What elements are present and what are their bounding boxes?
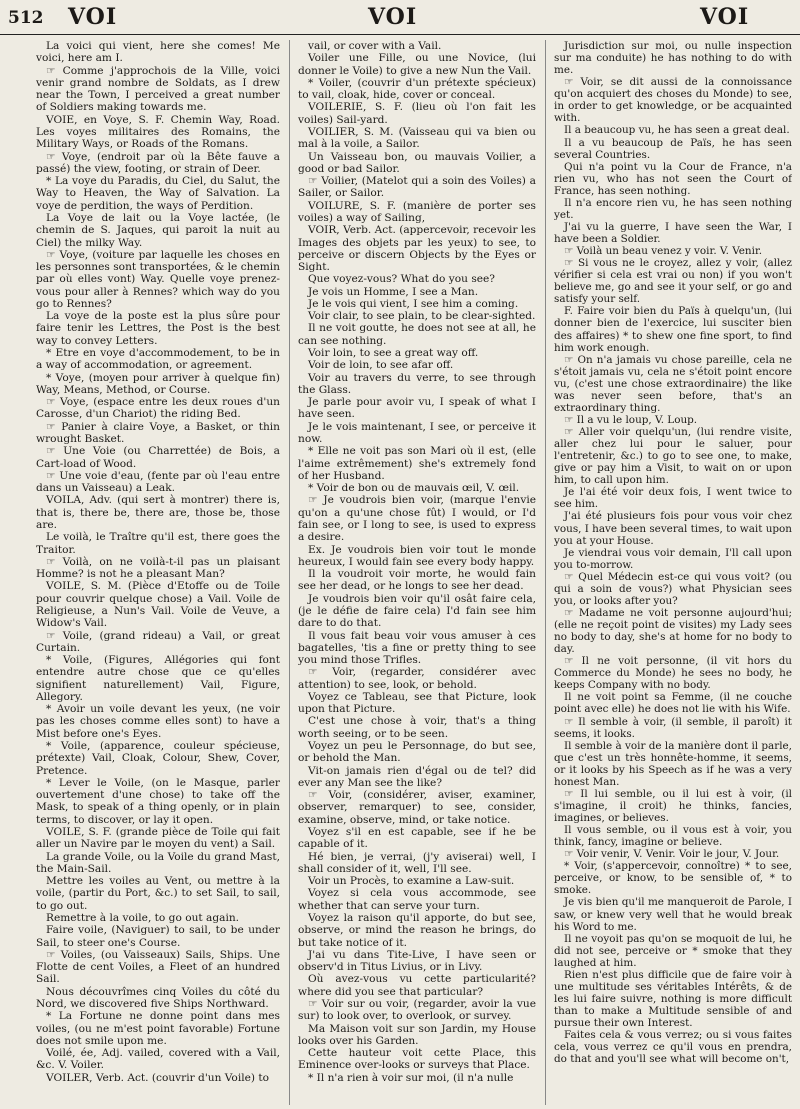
dictionary-entry: ☞ Il lui semble, ou il lui est à voir, (il s'imagine, il croit) he thinks, fancies, imagines, or believes. bbox=[554, 787, 792, 824]
dictionary-entry: La voici qui vient, here she comes! Me voici, here am I. bbox=[36, 40, 280, 65]
dictionary-entry: Nous découvrîmes cinq Voiles du côté du Nord, we discovered five Ships Northward. bbox=[36, 985, 280, 1010]
dictionary-entry: Ma Maison voit sur son Jardin, my House looks over his Garden. bbox=[298, 1022, 536, 1047]
dictionary-entry: ☞ Voilà un beau venez y voir. V. Venir. bbox=[564, 245, 763, 258]
dictionary-entry: Remettre à la voile, to go out again. bbox=[46, 911, 240, 924]
dictionary-entry: Voir loin, to see a great way off. bbox=[308, 347, 479, 360]
dictionary-entry: Je le vois maintenant, I see, or perceive it now. bbox=[298, 420, 536, 445]
dictionary-entry: ☞ Une Voie (ou Charrettée) de Bois, a Cart-load of Wood. bbox=[36, 445, 280, 470]
dictionary-entry: Mettre les voiles au Vent, ou mettre à la voile, (partir du Port, &c.) to set Sail, to sail, to go out. bbox=[36, 875, 280, 912]
running-headword-left: VOI bbox=[68, 4, 118, 30]
dictionary-entry: VOILE, S. F. (grande pièce de Toile qui fait aller un Navire par le moyen du vent) a Sail. bbox=[36, 826, 280, 851]
dictionary-entry: La Voye de lait ou la Voye lactée, (le chemin de S. Jaques, qui paroit la nuit au Ciel) the milky Way. bbox=[36, 211, 280, 249]
dictionary-entry: Je parle pour avoir vu, I speak of what I have seen. bbox=[298, 396, 536, 421]
dictionary-entry: Voyez si cela vous accommode, see whether that can serve your turn. bbox=[298, 887, 536, 912]
dictionary-entry: ☞ Je voudrois bien voir, (marque l'envie qu'on a qu'une chose fût) I would, or I'd fain see, or I long to see, is used to express a desire. bbox=[298, 494, 536, 544]
dictionary-entry: * Etre en voye d'accommodement, to be in a way of accommodation, or agreement. bbox=[36, 347, 280, 372]
dictionary-entry: VOIE, en Voye, S. F. Chemin Way, Road. Les voyes militaires des Romains, the Military Ways, or Roads of the Romans. bbox=[36, 113, 280, 151]
dictionary-entry: ☞ Quel Médecin est-ce qui vous voit? (ou qui a soin de vous?) what Physician sees you, or looks after you? bbox=[554, 570, 792, 607]
dictionary-entry: ☞ Voir, (considérer, aviser, examiner, observer, remarquer) to see, consider, examine, observe, mind, or take notice. bbox=[298, 789, 536, 826]
dictionary-entry: Ex. Je voudrois bien voir tout le monde heureux, I would fain see every body happy. bbox=[298, 543, 536, 568]
dictionary-entry: J'ai vu la guerre, I have seen the War, I have been a Soldier. bbox=[554, 220, 792, 245]
dictionary-entry: ☞ Voir, (regarder, considérer avec attention) to see, look, or behold. bbox=[298, 666, 536, 691]
dictionary-entry: ☞ Madame ne voit personne aujourd'hui; (elle ne reçoit point de visites) my Lady sees no body to day, she's at home for no body to day. bbox=[554, 606, 792, 656]
dictionary-entry: * Lever le Voile, (on le Masque, parler ouvertement d'une chose) to take off the Mask, to speak of a thing openly, or in plain terms, to discover, or lay it open. bbox=[36, 776, 280, 826]
dictionary-entry: ☞ Il a vu le loup, V. Loup. bbox=[564, 413, 698, 426]
dictionary-entry: ☞ On n'a jamais vu chose pareille, cela ne s'étoit jamais vu, cela ne s'étoit point encore vu, (c'est une chose extraordinaire) the like was never seen before, that's an extraordinary thing. bbox=[554, 353, 792, 414]
dictionary-entry: * Voye, (moyen pour arriver à quelque fin) Way, Means, Method, or Course. bbox=[36, 371, 280, 396]
dictionary-entry: ☞ Voye, (endroit par où la Bête fauve a passé) the view, footing, or strain of Deer. bbox=[36, 150, 280, 175]
dictionary-entry: * Voile, (Figures, Allégories qui font entendre autre chose que ce qu'elles signifient naturellement) Vail, Figure, Allegory. bbox=[36, 654, 280, 703]
dictionary-entry: Voyez s'il en est capable, see if he be capable of it. bbox=[298, 826, 536, 851]
dictionary-entry: La voye de la poste est la plus sûre pour faire tenir les Lettres, the Post is the best way to convey Letters. bbox=[36, 310, 280, 347]
dictionary-entry: ☞ Si vous ne le croyez, allez y voir, (allez vérifier si cela est vrai ou non) if you won't believe me, go and see it your self, or go and satisfy your self. bbox=[554, 257, 792, 306]
dictionary-entry: J'ai été plusieurs fois pour vous voir chez vous, I have been several times, to wait upon you at your House. bbox=[554, 510, 792, 547]
dictionary-entry: * La Fortune ne donne point dans mes voiles, (ou ne m'est point favorable) Fortune does not smile upon me. bbox=[36, 1010, 280, 1047]
dictionary-entry: ☞ Comme j'approchois de la Ville, voici venir grand nombre de Soldats, as I drew near the Town, I perceived a great number of Soldiers making towards me. bbox=[36, 64, 280, 114]
dictionary-entry: VOIR, Verb. Act. (appercevoir, recevoir les Images des objets par les yeux) to see, to perceive or discern Objects by the Eyes or Sight. bbox=[298, 224, 536, 274]
dictionary-entry: Hé bien, je verrai, (j'y aviserai) well, I shall consider of it, well, I'll see. bbox=[298, 850, 536, 875]
dictionary-entry: Voyez ce Tableau, see that Picture, look upon that Picture. bbox=[298, 690, 536, 716]
dictionary-entry: ☞ Il semble à voir, (il semble, il paroît) it seems, it looks. bbox=[554, 715, 792, 740]
dictionary-entry: Voir un Procès, to examine a Law-suit. bbox=[308, 875, 515, 888]
dictionary-entry: Faire voile, (Naviguer) to sail, to be under Sail, to steer one's Course. bbox=[36, 924, 280, 949]
dictionary-entry: * La voye du Paradis, du Ciel, du Salut, the Way to Heaven, the Way of Salvation. La voye de perdition, the ways of Perdition. bbox=[36, 175, 280, 212]
running-headword-center: VOI bbox=[368, 4, 418, 30]
dictionary-entry: Il ne voit goutte, he does not see at all, he can see nothing. bbox=[298, 322, 536, 347]
dictionary-entry: Il vous semble, ou il vous est à voir, you think, fancy, imagine or believe. bbox=[554, 824, 792, 849]
dictionary-entry: ☞ Voir, se dit aussi de la connoissance qu'on acquiert des choses du Monde) to see, in order to get knowledge, or be acquainted with. bbox=[554, 76, 792, 125]
dictionary-entry: ☞ Voilier, (Matelot qui a soin des Voiles) a Sailer, or Sailor. bbox=[298, 175, 536, 200]
dictionary-entry: VOILA, Adv. (qui sert à montrer) there is, that is, there be, there are, those be, those are. bbox=[36, 494, 280, 531]
dictionary-entry: Un Vaisseau bon, ou mauvais Voilier, a good or bad Sailor. bbox=[298, 150, 536, 175]
dictionary-entry: Voir au travers du verre, to see through the Glass. bbox=[298, 371, 536, 396]
dictionary-entry: Rien n'est plus difficile que de faire voir à une multitude ses véritables Intérêts, & de les lui faire suivre, nothing is more difficult than to make a Multitude sensible of and pursue their own Interest. bbox=[554, 968, 792, 1030]
dictionary-entry: Faites cela & vous verrez; ou si vous faites cela, vous verrez ce qu'il vous en prendra, do that and you'll see what will become on't, bbox=[554, 1029, 792, 1066]
dictionary-entry: Je viendrai vous voir demain, I'll call upon you to-morrow. bbox=[554, 546, 792, 571]
text-column-left bbox=[36, 40, 280, 1105]
page-header bbox=[0, 0, 800, 35]
dictionary-entry: Il n'a encore rien vu, he has seen nothing yet. bbox=[554, 196, 792, 221]
dictionary-entry: ☞ Voiles, (ou Vaisseaux) Sails, Ships. Une Flotte de cent Voiles, a Fleet of an hundred Sail. bbox=[36, 948, 280, 986]
dictionary-entry: La grande Voile, ou la Voile du grand Mast, the Main-Sail. bbox=[36, 850, 280, 875]
dictionary-entry: Je l'ai été voir deux fois, I went twice to see him. bbox=[554, 486, 792, 511]
dictionary-entry: vail, or cover with a Vail. bbox=[308, 40, 442, 52]
dictionary-entry: J'ai vu dans Tite-Live, I have seen or observ'd in Titus Livius, or in Livy. bbox=[298, 948, 536, 974]
dictionary-entry: Je voudrois bien voir qu'il osât faire cela, (je le défie de faire cela) I'd fain see him dare to do that. bbox=[298, 592, 536, 630]
dictionary-entry: Je le vois qui vient, I see him a coming. bbox=[308, 297, 519, 310]
dictionary-entry: VOILER, Verb. Act. (couvrir d'un Voile) to bbox=[46, 1071, 269, 1084]
dictionary-entry: ☞ Il ne voit personne, (il vit hors du Commerce du Monde) he sees no body, he keeps Company with no body. bbox=[554, 655, 792, 692]
page-number: 512 bbox=[8, 8, 44, 28]
column-divider bbox=[289, 40, 290, 1105]
dictionary-entry: ☞ Panier à claire Voye, a Basket, or thin wrought Basket. bbox=[36, 420, 280, 445]
dictionary-entry: * Avoir un voile devant les yeux, (ne voir pas les choses comme elles sont) to have a Mist before one's Eyes. bbox=[36, 703, 280, 740]
dictionary-entry: ☞ Voir venir, V. Venir. Voir le jour, V. Jour. bbox=[564, 848, 780, 861]
dictionary-entry: Vit-on jamais rien d'égal ou de tel? did ever any Man see the like? bbox=[298, 764, 536, 789]
dictionary-entry: Il ne voyoit pas qu'on se moquoit de lui, he did not see, perceive or * smoke that they laughed at him. bbox=[554, 932, 792, 969]
text-column-middle bbox=[298, 40, 536, 1105]
dictionary-entry: F. Faire voir bien du Païs à quelqu'un, (lui donner bien de l'exercice, lui susciter bien des affaires) * to shew one fine sport, to find him work enough. bbox=[554, 305, 792, 354]
dictionary-entry: * Voir, (s'appercevoir, connoître) * to see, perceive, or know, to be sensible of, * to smoke. bbox=[554, 860, 792, 897]
dictionary-entry: Voyez un peu le Personnage, do but see, or behold the Man. bbox=[298, 740, 536, 765]
dictionary-entry: ☞ Voile, (grand rideau) a Vail, or great Curtain. bbox=[36, 629, 280, 654]
dictionary-entry: * Il n'a rien à voir sur moi, (il n'a nulle bbox=[308, 1071, 514, 1084]
dictionary-entry: Il la voudroit voir morte, he would fain see her dead, or he longs to see her dead. bbox=[298, 568, 536, 593]
dictionary-entry: Voilé, ée, Adj. vailed, covered with a Vail, &c. V. Voiler. bbox=[36, 1047, 280, 1072]
dictionary-entry: VOILERIE, S. F. (lieu où l'on fait les voiles) Sail-yard. bbox=[298, 101, 536, 126]
dictionary-entry: Il a vu beaucoup de Païs, he has seen several Countries. bbox=[554, 136, 792, 161]
dictionary-entry: Voiler une Fille, ou une Novice, (lui donner le Voile) to give a new Nun the Vail. bbox=[298, 52, 536, 77]
dictionary-entry: ☞ Une voie d'eau, (fente par où l'eau entre dans un Vaisseau) a Leak. bbox=[36, 469, 280, 495]
dictionary-entry: Que voyez-vous? What do you see? bbox=[308, 273, 495, 286]
dictionary-entry: Voyez la raison qu'il apporte, do but see, observe, or mind the reason he brings, do but take notice of it. bbox=[298, 911, 536, 949]
dictionary-entry: * Voir de bon ou de mauvais œil, V. œil. bbox=[308, 482, 520, 495]
dictionary-entry: Le voilà, le Traître qu'il est, there goes the Traitor. bbox=[36, 531, 280, 556]
dictionary-entry: Je vois un Homme, I see a Man. bbox=[308, 285, 479, 298]
dictionary-entry: Cette hauteur voit cette Place, this Eminence over-looks or surveys that Place. bbox=[298, 1047, 536, 1072]
dictionary-entry: VOILE, S. M. (Pièce d'Etoffe ou de Toile pour couvrir quelque chose) a Vail. Voile de Religieuse, a Nun's Vail. Voile de Veuve, a Widow's Vail. bbox=[36, 580, 280, 630]
dictionary-entry: Voir clair, to see plain, to be clear-sighted. bbox=[308, 310, 536, 323]
dictionary-entry: Il semble à voir de la manière dont il parle, que c'est un très honnête-homme, it seems, or it looks by his Speech as if he was a very honest Man. bbox=[554, 739, 792, 788]
dictionary-entry: ☞ Voye, (espace entre les deux roues d'un Carosse, d'un Chariot) the riding Bed. bbox=[36, 396, 280, 421]
running-headword-right: VOI bbox=[700, 4, 750, 30]
dictionary-entry: Voir de loin, to see afar off. bbox=[308, 359, 454, 372]
dictionary-entry: * Voile, (apparence, couleur spécieuse, prétexte) Vail, Cloak, Colour, Shew, Cover, Pretence. bbox=[36, 740, 280, 777]
dictionary-entry: ☞ Aller voir quelqu'un, (lui rendre visite, aller chez lui pour le saluer, pour l'entretenir, &c.) to go to see one, to make, give or pay him a Visit, to wait on or upon him, to call upon him. bbox=[554, 426, 792, 487]
column-divider bbox=[545, 40, 546, 1105]
dictionary-entry: Je vis bien qu'il me manqueroit de Parole, I saw, or knew very well that he would break his Word to me. bbox=[554, 896, 792, 933]
dictionary-entry: Il vous fait beau voir vous amuser à ces bagatelles, 'tis a fine or pretty thing to see you mind those Trifles. bbox=[298, 629, 536, 667]
text-column-right bbox=[554, 40, 792, 1105]
dictionary-entry: Il a beaucoup vu, he has seen a great deal. bbox=[564, 124, 790, 137]
dictionary-entry: VOILIER, S. M. (Vaisseau qui va bien ou mal à la voile, a Sailor. bbox=[298, 125, 536, 151]
dictionary-entry: * Elle ne voit pas son Mari où il est, (elle l'aime extrêmement) she's extremely fond of her Husband. bbox=[298, 445, 536, 482]
dictionary-entry: Jurisdiction sur moi, ou nulle inspection sur ma conduite) he has nothing to do with me. bbox=[554, 40, 792, 77]
dictionary-entry: ☞ Voilà, on ne voilà-t-il pas un plaisant Homme? is not he a pleasant Man? bbox=[36, 555, 280, 581]
dictionary-entry: Où avez-vous vu cette particularité? where did you see that particular? bbox=[298, 973, 536, 998]
dictionary-entry: VOILURE, S. F. (manière de porter ses voiles) a way of Sailing, bbox=[298, 199, 536, 224]
dictionary-entry: C'est une chose à voir, that's a thing worth seeing, or to be seen. bbox=[298, 715, 536, 740]
dictionary-entry: ☞ Voir sur ou voir, (regarder, avoir la vue sur) to look over, to overlook, or survey. bbox=[298, 997, 536, 1023]
dictionary-entry: * Voiler, (couvrir d'un prétexte spécieux) to vail, cloak, hide, cover or conceal. bbox=[298, 76, 536, 102]
dictionary-entry: Il ne voit point sa Femme, (il ne couche point avec elle) he does not lie with his Wife. bbox=[554, 691, 792, 716]
dictionary-entry: Qui n'a point vu la Cour de France, n'a rien vu, who has not seen the Court of France, has seen nothing. bbox=[554, 160, 792, 197]
dictionary-entry: ☞ Voye, (voiture par laquelle les choses en les personnes sont transportées, & le chemin par où elles vont) Way. Quelle voye prenez-vous pour aller à Rennes? which way do you go to Rennes? bbox=[36, 248, 280, 310]
